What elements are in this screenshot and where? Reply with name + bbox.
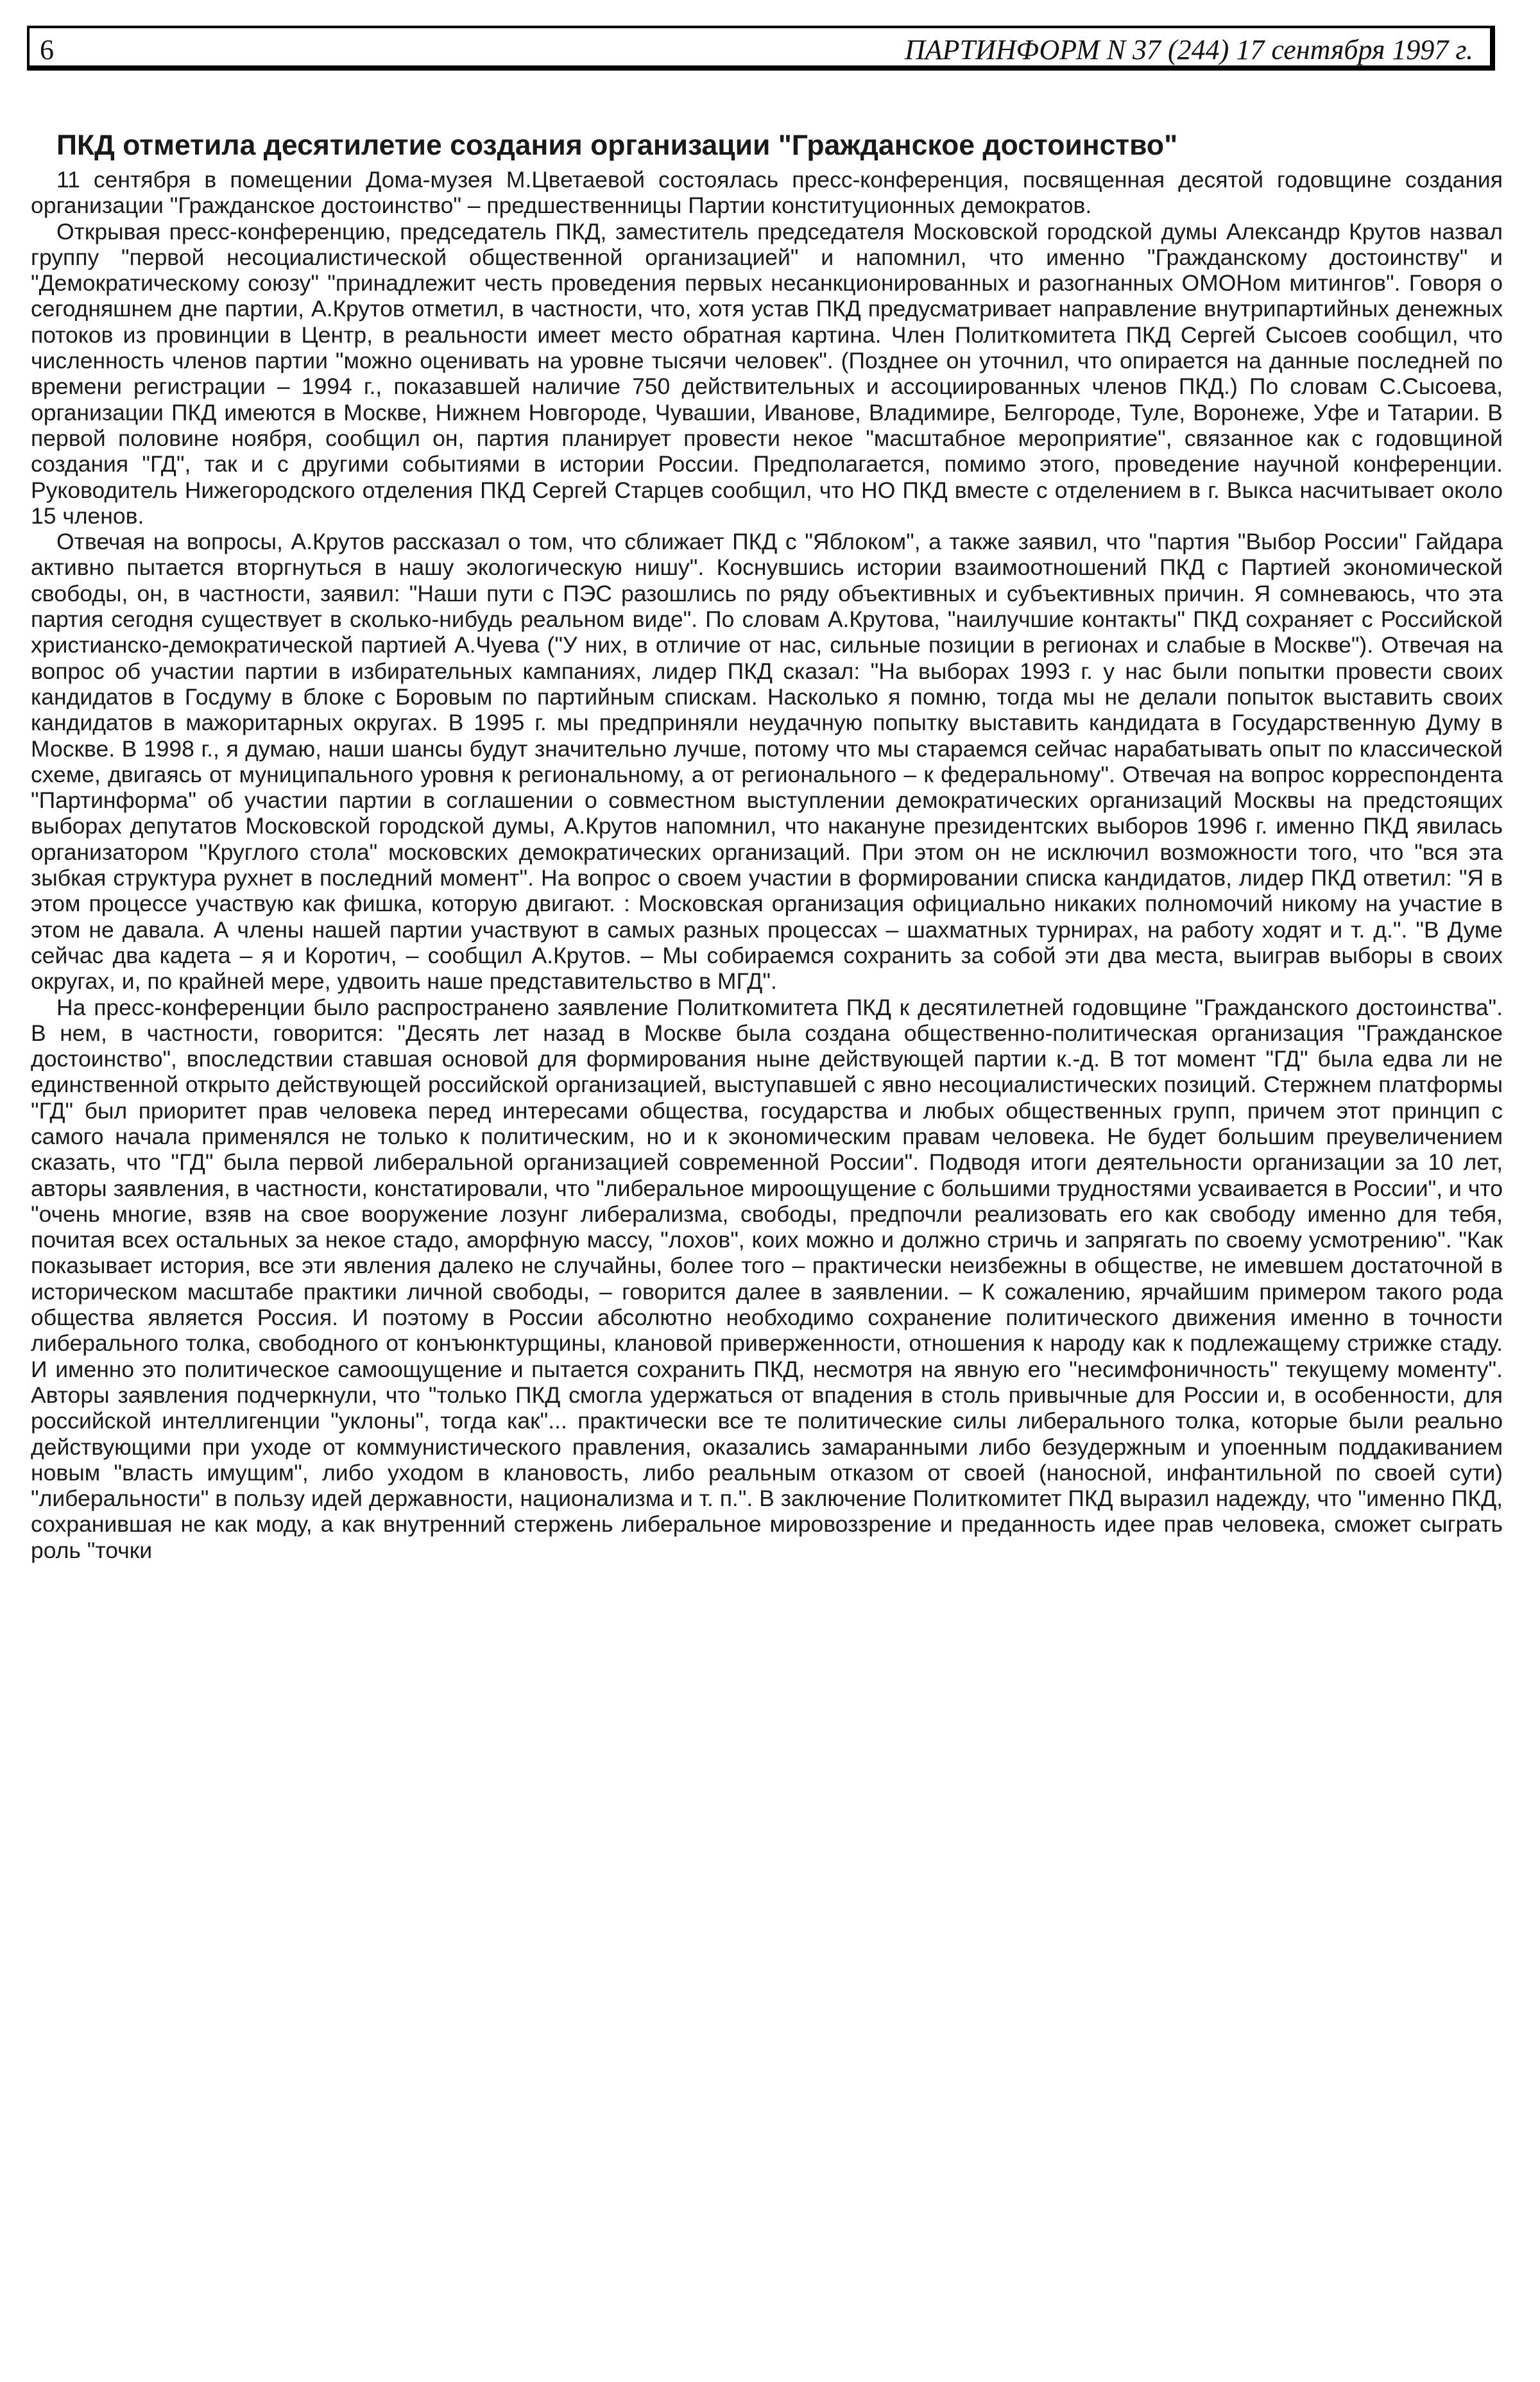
article-paragraph: 11 сентября в помещении Дома-музея М.Цветаевой состоялась пресс-конференция, посвященная десятой годовщине создания организации "Гражданское достоинство" – предшественницы Партии конституционных демократов. [31,167,1503,219]
article-paragraph: Отвечая на вопросы, А.Крутов рассказал о том, что сближает ПКД с "Яблоком", а также заявил, что "партия "Выбор России" Гайдара активно пытается вторгнуться в нашу экологическую нишу". Коснувшись истории взаимоотношений ПКД с Партией экономической свободы, он, в частности, заявил: "Наши пути с ПЭС разошлись по ряду объективных и субъективных причин. Я сомневаюсь, что эта партия сегодня существует в сколько-нибудь реальном виде". По словам А.Крутова, "наилучшие контакты" ПКД сохраняет с Российской христианско-демократической партией А.Чуева ("У них, в отличие от нас, сильные позиции в регионах и слабые в Москве"). Отвечая на вопрос об участии партии в избирательных кампаниях, лидер ПКД сказал: "На выборах 1993 г. у нас были попытки провести своих кандидатов в Госдуму в блоке с Боровым по партийным спискам. Насколько я помню, тогда мы не делали попыток выставить своих кандидатов в мажоритарных округах. В 1995 г. мы предприняли неудачную попытку выставить кандидата в Государственную Думу в Москве. В 1998 г., я думаю, наши шансы будут значительно лучше, потому что мы стараемся сейчас нарабатывать опыт по классической схеме, двигаясь от муниципального уровня к региональному, а от регионального – к федеральному". Отвечая на вопрос корреспондента "Партинформа" об участии партии в соглашении о совместном выступлении демократических организаций Москвы на предстоящих выборах депутатов Московской городской думы, А.Крутов напомнил, что накануне президентских выборов 1996 г. именно ПКД явилась организатором "Круглого стола" московских демократических организаций. При этом он не исключил возможности того, что "вся эта зыбкая структура рухнет в последний момент". На вопрос о своем участии в формировании списка кандидатов, лидер ПКД ответил: "Я в этом процессе участвую как фишка, которую двигают. : Московская организация официально никаких полномочий никому на участие в этом не давала. А члены нашей партии участвуют в самых разных процессах – шахматных турнирах, на работу ходят и т. д.". "В Думе сейчас два кадета – я и Коротич, – сообщил А.Крутов. – Мы собираемся сохранить за собой эти два места, выиграв выборы в своих округах, и, по крайней мере, удвоить наше представительство в МГД". [31,529,1503,995]
page-number: 6 [40,34,54,65]
article-paragraph: На пресс-конференции было распространено заявление Политкомитета ПКД к десятилетней годовщине "Гражданского достоинства". В нем, в частности, говорится: "Десять лет назад в Москве была создана общественно-политическая организация "Гражданское достоинство", впоследствии ставшая основой для формирования ныне действующей партии к.-д. В тот момент "ГД" была едва ли не единственной открыто действующей российской организацией, выступавшей с явно несоциалистических позиций. Стержнем платформы "ГД" был приоритет прав человека перед интересами общества, государства и любых общественных групп, причем этот принцип с самого начала применялся не только к политическим, но и к экономическим правам человека. Не будет большим преувеличением сказать, что "ГД" была первой либеральной организацией современной России". Подводя итоги деятельности организации за 10 лет, авторы заявления, в частности, констатировали, что "либеральное мироощущение с большими трудностями усваивается в России", и что "очень многие, взяв на свое вооружение лозунг либерализма, свободы, предпочли реализовать его как свободу именно для тебя, почитая всех остальных за некое стадо, аморфную массу, "лохов", коих можно и должно стричь и запрягать по своему усмотрению". "Как показывает история, все эти явления далеко не случайны, более того – практически неизбежны в обществе, не имевшем достаточной в историческом масштабе практики личной свободы, – говорится далее в заявлении. – К сожалению, ярчайшим примером такого рода общества является Россия. И поэтому в России абсолютно необходимо сохранение политического движения именно в точности либерального толка, свободного от конъюнктурщины, клановой приверженности, отношения к народу как к подлежащему стрижке стаду. И именно это политическое самоощущение и пытается сохранить ПКД, несмотря на явную его "несимфоничность" текущему моменту". Авторы заявления подчеркнули, что "только ПКД смогла удержаться от впадения в столь привычные для России и, в особенности, для российской интеллигенции "уклоны", тогда как"... практически все те политические силы либерального толка, которые были реально действующими при уходе от коммунистического правления, оказались замаранными либо безудержным и упоенным поддакиванием новым "власть имущим", либо уходом в клановость, либо реальным отказом от своей (наносной, инфантильной по своей сути) "либеральности" в пользу идей державности, национализма и т. п.". В заключение Политкомитет ПКД выразил надежду, что "именно ПКД, сохранившая не как моду, а как внутренний стержень либеральное мировоззрение и преданность идее прав человека, сможет сыграть роль "точки [31,994,1503,1563]
article [31,128,1503,1563]
article-paragraph: Открывая пресс-конференцию, председатель ПКД, заместитель председателя Московской городской думы Александр Крутов назвал группу "первой несоциалистической общественной организацией" и напомнил, что именно "Гражданскому достоинству" и "Демократическому союзу" "принадлежит честь проведения первых несанкционированных и разогнанных ОМОНом митингов". Говоря о сегодняшнем дне партии, А.Крутов отметил, в частности, что, хотя устав ПКД предусматривает направление внутрипартийных денежных потоков из провинции в Центр, в реальности имеет место обратная картина. Член Политкомитета ПКД Сергей Сысоев сообщил, что численность членов партии "можно оценивать на уровне тысячи человек". (Позднее он уточнил, что опирается на данные последней по времени регистрации – 1994 г., показавшей наличие 750 действительных и ассоциированных членов ПКД.) По словам С.Сысоева, организации ПКД имеются в Москве, Нижнем Новгороде, Чувашии, Иванове, Владимире, Белгороде, Туле, Воронеже, Уфе и Татарии. В первой половине ноября, сообщил он, партия планирует провести некое "масштабное мероприятие", связанное как с годовщиной создания "ГД", так и с другими событиями в истории России. Предполагается, помимо этого, проведение научной конференции. Руководитель Нижегородского отделения ПКД Сергей Старцев сообщил, что НО ПКД вместе с отделением в г. Выкса насчитывает около 15 членов. [31,218,1503,529]
issue-line: ПАРТИНФОРМ N 37 (244) 17 сентября 1997 г. [905,34,1473,65]
page-header [27,26,1495,71]
article-title: ПКД отметила десятилетие создания организации "Гражданское достоинство" [56,130,1178,161]
